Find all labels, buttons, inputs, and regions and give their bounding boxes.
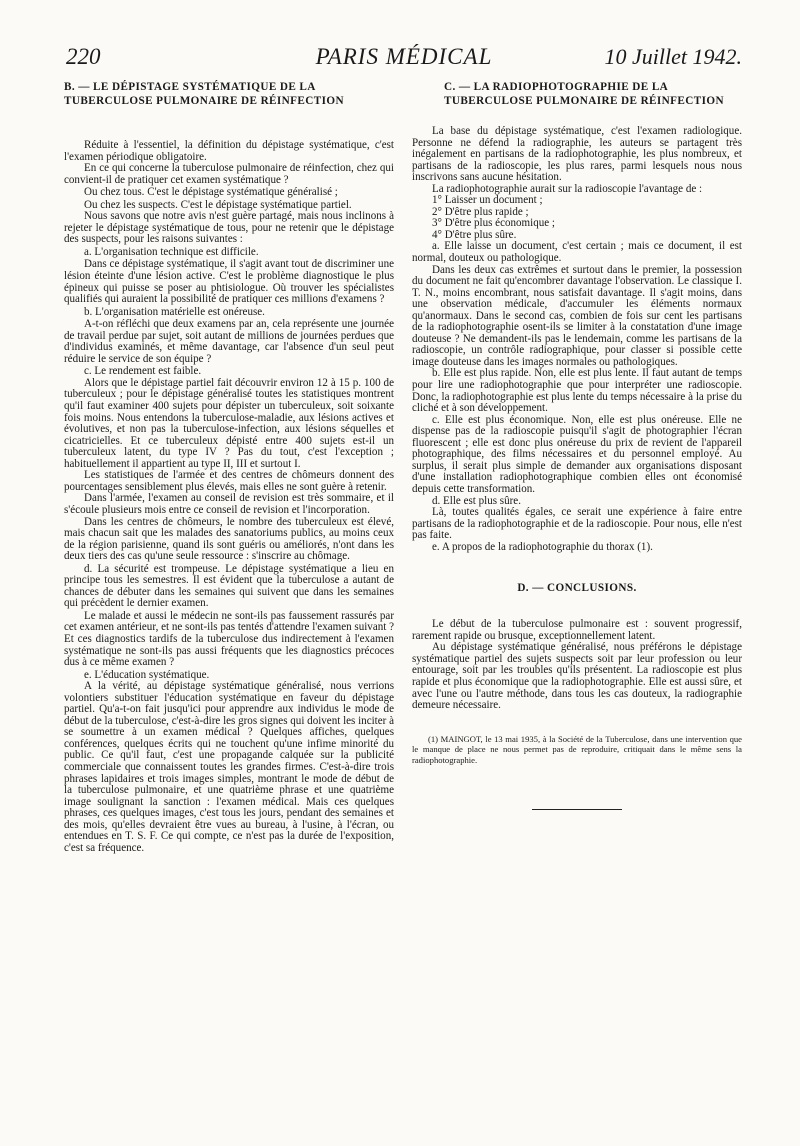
running-header	[66, 44, 742, 72]
paragraph: Ou chez les suspects. C'est le dépistage systématique partiel.	[84, 198, 352, 211]
list-item: 2° D'être plus rapide ;	[432, 205, 529, 218]
paragraph: b. Elle est plus rapide. Non, elle est plus lente. Il faut autant de temps pour lire une radiophotographie que pour interpréter une radioscopie. Donc, la radiophotographie est plus lente du temps nécessaire à la prise du cliché et à son développement.	[412, 367, 742, 415]
section-b-title: B. — LE DÉPISTAGE SYSTÉMATIQUE DE LA TUBERCULOSE PULMONAIRE DE RÉINFECTION	[64, 81, 344, 107]
paragraph: Dans ce dépistage systématique, il s'agit avant tout de discriminer une lésion éteinte d'une lésion active. C'est le problème diagnostique le plus épineux qui puisse se poser au phtisiologue. Où trouver les spécialistes qualifiés qui auraient la possibilité de pratiquer ces millions d'examens ?	[64, 258, 394, 306]
list-item: 4° D'être plus sûre.	[432, 228, 517, 241]
paragraph: e. A propos de la radiophotographie du thorax (1).	[432, 540, 653, 553]
paragraph: Nous savons que notre avis n'est guère partagé, mais nous inclinons à rejeter le dépistage systématique de tous, pour ne retenir que le dépistage des suspects, pour les raisons suivantes :	[64, 210, 394, 246]
paragraph: Les statistiques de l'armée et des centres de chômeurs donnent des pourcentages sensiblement plus élevés, mais elles ne sont guère à retenir.	[64, 469, 394, 493]
paragraph: Dans l'armée, l'examen au conseil de revision est très sommaire, et il s'écoule plusieurs mois entre ce conseil de revision et l'incorporation.	[64, 492, 394, 516]
section-c-body	[412, 126, 742, 553]
section-c-title: C. — LA RADIOPHOTOGRAPHIE DE LA TUBERCULOSE PULMONAIRE DE RÉINFECTION	[444, 81, 724, 107]
paragraph: d. Elle est plus sûre.	[432, 494, 521, 507]
closing-rule	[532, 809, 622, 810]
paragraph: e. L'éducation systématique.	[84, 668, 210, 681]
paragraph: Le début de la tuberculose pulmonaire est : souvent progressif, rarement rapide ou brusque, exceptionnellement latent.	[412, 618, 742, 642]
paragraph: Au dépistage systématique généralisé, nous préférons le dépistage systématique partiel des sujets suspects soit par leur profession ou leur entourage, soit par les troubles qu'ils présentent. La radioscopie est plus rapide et plus économique que la radiophotographie. Elle est aussi sûre, et avec l'une ou l'autre méthode, dans tous les cas douteux, la radiographie demeure nécessaire.	[412, 641, 742, 712]
paragraph: a. L'organisation technique est difficile.	[84, 245, 259, 258]
paragraph: c. Elle est plus économique. Non, elle est plus onéreuse. Elle ne dispense pas de la radioscopie puisqu'il s'agit de photographier l'écran fluorescent ; elle est donc plus onéreuse du prix de revient de l'appareil photographique, des films nécessaires et du personnel employé. Au surplus, il serait plus simple de demander aux organisations disposant d'une installation radiophotographique combien elles ont économisé depuis cette transformation.	[412, 413, 742, 495]
paragraph: Réduite à l'essentiel, la définition du dépistage systématique, c'est l'examen périodique obligatoire.	[64, 139, 394, 163]
list-item: 3° D'être plus économique ;	[432, 217, 555, 230]
paragraph: Ou chez tous. C'est le dépistage systématique généralisé ;	[84, 186, 338, 199]
paragraph: Alors que le dépistage partiel fait découvrir environ 12 à 15 p. 100 de tuberculeux ; pour le dépistage généralisé toutes les statistiques montrent qu'il faut examiner 400 sujets pour dépister un tuberculeux, soit soixante fois moins. Nous entendons la tuberculose-maladie, aux lésions actives et évolutives, et non pas la tuberculose-infection, aux lésions séquelles et cicatricielles. Et ce tuberculeux dépisté entre 400 sujets est-il un tuberculeux latent, du type IV ? Pas du tout, c'est l'exception ; habituellement il appartient au type II, III et surtout I.	[64, 376, 394, 470]
section-b-body	[64, 140, 394, 854]
right-column	[412, 80, 742, 810]
paragraph: c. Le rendement est faible.	[84, 365, 202, 378]
paragraph: d. La sécurité est trompeuse. Le dépistage systématique a lieu en principe tous les semestres. Il est évident que la tuberculose a autant de chances de débuter dans les semaines qui suivent que dans les semaines qui précèdent le dernier examen.	[64, 562, 394, 610]
left-column	[64, 80, 394, 854]
paragraph: b. L'organisation matérielle est onéreuse.	[84, 305, 265, 318]
paragraph: Le malade et aussi le médecin ne sont-ils pas faussement rassurés par cet examen antérieur, et ne sont-ils pas tentés d'attendre l'examen suivant ? Et ces diagnostics tardifs de la tuberculose dus indirectement à l'examen systématique ne sont-ils pas aussi fréquents que les diagnostics précoces dus à ce même examen ?	[64, 609, 394, 669]
paragraph: a. Elle laisse un document, c'est certain ; mais ce document, il est normal, douteux ou pathologique.	[412, 240, 742, 265]
paragraph: En ce qui concerne la tuberculose pulmonaire de réinfection, chez qui convient-il de pratiquer cet examen systématique ?	[64, 162, 394, 186]
list-item: 1° Laisser un document ;	[432, 194, 543, 207]
section-d-title: D. — CONCLUSIONS.	[517, 582, 637, 595]
section-d-body	[412, 619, 742, 711]
paragraph: Là, toutes qualités égales, ce serait une expérience à faire entre partisans de la radiophotographie et de la radioscopie. Pour nous, elle n'est pas faite.	[412, 506, 742, 542]
page-number: 220	[66, 44, 101, 69]
journal-title: PARIS MÉDICAL	[315, 44, 493, 69]
paragraph: Dans les centres de chômeurs, le nombre des tuberculeux est élevé, mais chacun sait que les malades des sanatoriums publics, au moins ceux de la région parisienne, quand ils sont guéris ou améliorés, n'ont dans les deux tiers des cas qu'une seule ressource : s'inscrire au chômage.	[64, 515, 394, 563]
paragraph: La base du dépistage systématique, c'est l'examen radiologique. Personne ne défend la radiographie, les auteurs se partagent très inégalement en partisans de la radiophotographie, les plus nombreux, et partisans de la radioscopie, les plus rares, parmi lesquels nous nous inscrivons sans aucune hésitation.	[412, 125, 742, 184]
issue-date: 10 Juillet 1942.	[604, 44, 742, 69]
paragraph: A-t-on réfléchi que deux examens par an, cela représente une journée de travail perdue par sujet, soit autant de millions de journées perdues que d'individus examinés, et même davantage, car l'absence d'un seul peut réduire le service de son équipe ?	[64, 318, 394, 365]
footnote: (1) MAINGOT, le 13 mai 1935, à la Société de la Tuberculose, dans une intervention que le manque de place ne nous permet pas de reproduire, critiquait dans le même sens la radiophotographie.	[412, 733, 742, 765]
paragraph: Dans les deux cas extrêmes et surtout dans le premier, la possession du document ne fait qu'encombrer davantage l'observation. Le classique I. T. N., moins encombrant, nous satisfait davantage. Il s'agit moins, dans une observation médicale, d'accumuler les éléments normaux qu'anormaux. Dans le second cas, combien de fois sur cent les partisans de la radiophotographie osent-ils se limiter à la constatation d'une image douteuse ? Ne demandent-ils pas le lendemain, comme les partisans de la radioscopie, un contrôle radiographique, pour classer si possible cette image douteuse dans les images normales ou pathologiques.	[412, 263, 742, 368]
paragraph: La radiophotographie aurait sur la radioscopie l'avantage de :	[432, 182, 703, 195]
paragraph: A la vérité, au dépistage systématique généralisé, nous verrions volontiers substituer l'éducation systématique en faveur du dépistage partiel. Qu'a-t-on fait jusqu'ici pour apprendre aux individus le mode de début de la tuberculose, c'est-à-dire les gros signes qui doivent les inciter à se soumettre à un examen médical ? Quelques affiches, quelques conférences, quelques écrits qui ne touchent qu'une infime minorité du public. Ce qu'il faut, c'est une propagande calquée sur la publicité commerciale que connaissent toutes les grandes firmes. C'est-à-dire trois phrases lapidaires et trois images simples, montrant le mode de début de la tuberculose pulmonaire, et une quatrième phrase et une quatrième image soulignant la sanction : l'examen médical. Mais ces quelques phrases, ces quelques images, c'est tous les jours, pendant des semaines et des mois, qu'elles devraient être vues au bureau, à l'usine, à l'écran, ou entendues en T. S. F. Ce qui compte, ce n'est pas la durée de l'exposition, c'est sa fréquence.	[64, 680, 394, 854]
